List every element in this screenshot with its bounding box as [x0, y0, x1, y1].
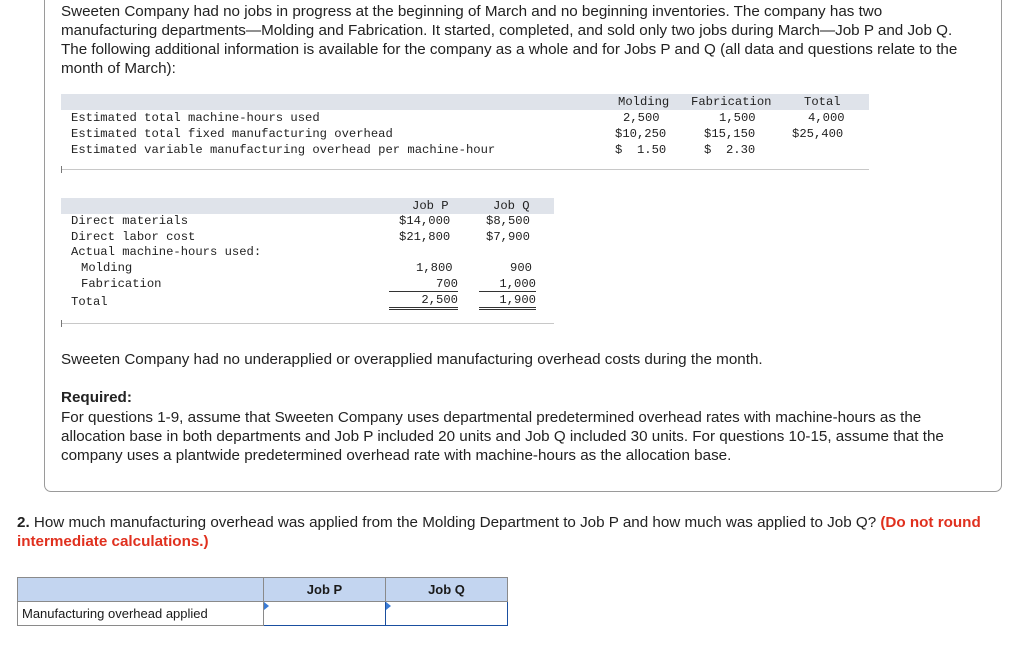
job-q-molding-hours: 900: [510, 261, 532, 275]
job-q-overhead-input[interactable]: [386, 603, 507, 625]
molding-variable-overhead-rate: $ 1.50: [615, 143, 667, 157]
question-2: [17, 513, 1007, 551]
label-direct-labor: Direct labor cost: [71, 230, 196, 244]
job-p-answer-cell: [264, 602, 386, 626]
table-bottom-rule: [61, 169, 869, 170]
input-flag-icon: [264, 602, 269, 610]
job-p-molding-hours: 1,800: [416, 261, 453, 275]
row-label-machine-hours: Estimated total machine-hours used: [71, 111, 320, 125]
table-corner-tick: [61, 166, 62, 173]
label-direct-materials: Direct materials: [71, 214, 189, 228]
overhead-note: Sweeten Company had no underapplied or overapplied manufacturing overhead costs during the month.: [61, 351, 763, 368]
question-instruction: (Do not round intermediate calculations.): [17, 514, 981, 550]
table-header-band: [61, 198, 554, 214]
answer-header-corner: [18, 578, 264, 602]
answer-row-label: Manufacturing overhead applied: [18, 602, 264, 626]
answer-header-job-p: Job P: [264, 578, 386, 602]
molding-machine-hours: 2,500: [623, 111, 660, 125]
table-bottom-rule: [61, 323, 554, 324]
row-label-fixed-overhead: Estimated total fixed manufacturing overhead: [71, 127, 393, 141]
job-q-direct-labor: $7,900: [486, 230, 530, 244]
job-p-direct-materials: $14,000: [399, 214, 451, 228]
header-job-q: Job Q: [493, 199, 530, 213]
molding-fixed-overhead: $10,250: [615, 127, 667, 141]
job-q-fabrication-hours: 1,000: [479, 277, 536, 292]
header-total: Total: [804, 95, 841, 109]
label-total: Total: [71, 295, 108, 309]
job-q-total-hours: 1,900: [479, 293, 536, 310]
header-job-p: Job P: [412, 199, 449, 213]
row-label-variable-overhead: Estimated variable manufacturing overhead per machine-hour: [71, 143, 496, 157]
job-p-fabrication-hours: 700: [389, 277, 458, 292]
job-q-answer-cell: [386, 602, 508, 626]
label-machine-hours-heading: Actual machine-hours used:: [71, 245, 262, 259]
department-estimates-table: [61, 94, 869, 172]
label-molding: Molding: [81, 261, 133, 275]
fabrication-variable-overhead-rate: $ 2.30: [704, 143, 756, 157]
input-flag-icon: [386, 602, 391, 610]
fabrication-machine-hours: 1,500: [719, 111, 756, 125]
total-machine-hours: 4,000: [808, 111, 845, 125]
problem-intro: Sweeten Company had no jobs in progress at the beginning of March and no beginning inventories. The company has two manufacturing departments—Molding and Fabrication. It started, completed, and sold only two jobs during March—Job P and Job Q. The following additional information is available for the company as a whole and for Jobs P and Q (all data and questions relate to the month of March):: [61, 3, 958, 77]
header-molding: Molding: [618, 95, 670, 109]
question-number: 2.: [17, 514, 30, 531]
label-fabrication: Fabrication: [81, 277, 162, 291]
fabrication-fixed-overhead: $15,150: [704, 127, 756, 141]
job-p-direct-labor: $21,800: [399, 230, 451, 244]
header-fabrication: Fabrication: [691, 95, 772, 109]
answer-header-job-q: Job Q: [386, 578, 508, 602]
table-corner-tick: [61, 320, 62, 327]
job-p-total-hours: 2,500: [389, 293, 458, 310]
job-data-table: [61, 198, 554, 328]
required-text: For questions 1-9, assume that Sweeten Company uses departmental predetermined overhead rates with machine-hours as the allocation base in both departments and Job P included 20 units and Job Q included 30 units. For questions 10-15, assume that the company uses a plantwide predetermined overhead rate with machine-hours as the allocation base.: [61, 409, 944, 464]
question-text: How much manufacturing overhead was applied from the Molding Department to Job P and how much was applied to Job Q?: [29, 514, 881, 531]
required-title: Required:: [61, 389, 132, 406]
job-q-direct-materials: $8,500: [486, 214, 530, 228]
total-fixed-overhead: $25,400: [792, 127, 844, 141]
answer-grid: [17, 577, 508, 626]
job-p-overhead-input[interactable]: [264, 603, 385, 625]
